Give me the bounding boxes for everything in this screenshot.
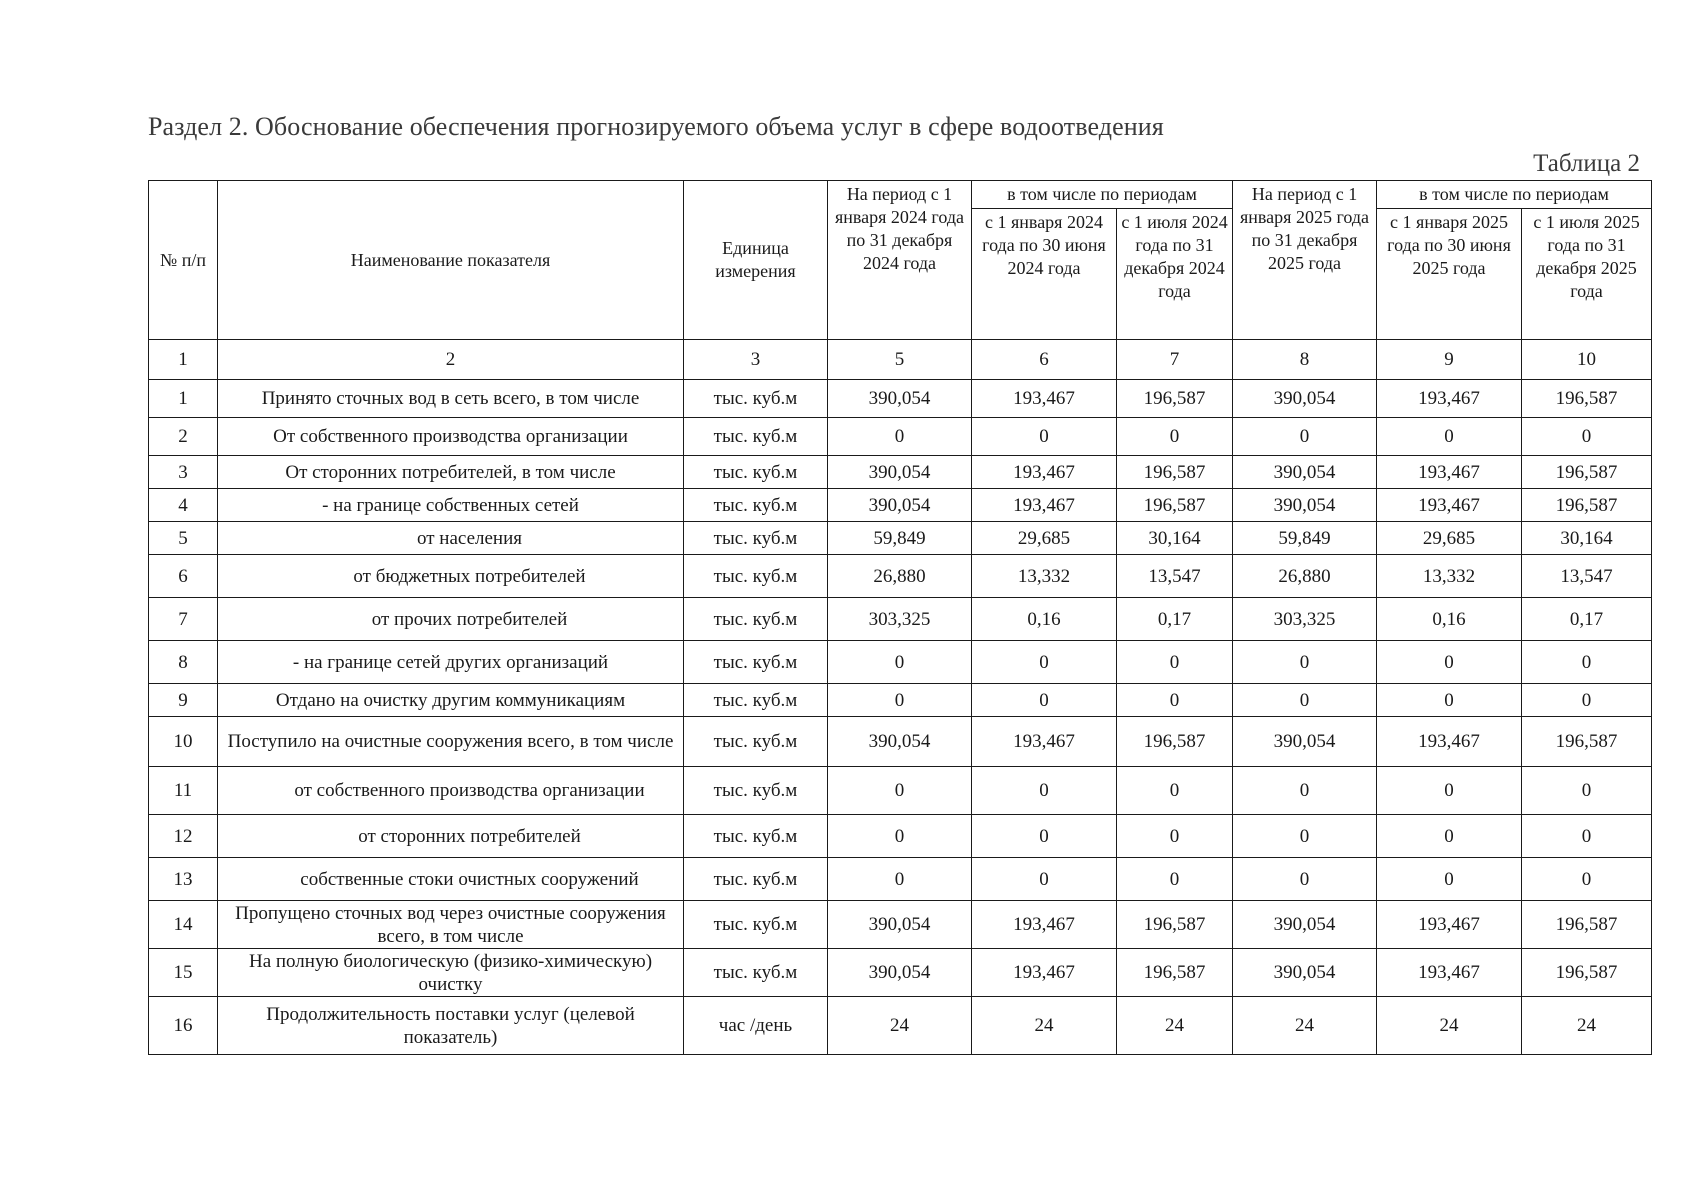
value-cell: 0 <box>1233 858 1377 901</box>
value-cell: 13,332 <box>1377 555 1522 598</box>
unit-cell: тыс. куб.м <box>684 815 828 858</box>
table-row <box>149 717 1652 767</box>
value-cell: 390,054 <box>1233 717 1377 767</box>
col-number: 2 <box>218 340 684 380</box>
row-number: 3 <box>149 456 218 489</box>
value-cell: 196,587 <box>1117 717 1233 767</box>
value-cell: 196,587 <box>1117 901 1233 949</box>
value-cell: 0 <box>1233 641 1377 684</box>
value-cell: 0 <box>972 858 1117 901</box>
value-cell: 24 <box>1233 997 1377 1055</box>
value-cell: 0 <box>1117 815 1233 858</box>
col-number: 10 <box>1522 340 1652 380</box>
indicator-name: Пропущено сточных вод через очистные сооружения всего, в том числе <box>218 901 684 949</box>
indicator-name: от сторонних потребителей <box>218 815 684 858</box>
table-row <box>149 641 1652 684</box>
unit-cell: тыс. куб.м <box>684 717 828 767</box>
indicator-name: от прочих потребителей <box>218 598 684 641</box>
value-cell: 0 <box>1377 767 1522 815</box>
indicator-name: от собственного производства организации <box>218 767 684 815</box>
value-cell: 0 <box>828 418 972 456</box>
value-cell: 0 <box>1377 418 1522 456</box>
value-cell: 0 <box>972 418 1117 456</box>
unit-cell: тыс. куб.м <box>684 380 828 418</box>
row-number: 7 <box>149 598 218 641</box>
value-cell: 196,587 <box>1522 489 1652 522</box>
value-cell: 0 <box>1233 815 1377 858</box>
value-cell: 0 <box>1233 684 1377 717</box>
indicator-name: Принято сточных вод в сеть всего, в том числе <box>218 380 684 418</box>
table-row <box>149 522 1652 555</box>
value-cell: 303,325 <box>1233 598 1377 641</box>
value-cell: 0 <box>1233 767 1377 815</box>
header-period-2025: На период с 1 января 2025 года по 31 декабря 2025 года <box>1233 181 1377 340</box>
value-cell: 0,16 <box>972 598 1117 641</box>
header-h2-2024: с 1 июля 2024 года по 31 декабря 2024 года <box>1117 209 1233 340</box>
indicator-name: от бюджетных потребителей <box>218 555 684 598</box>
value-cell: 390,054 <box>1233 489 1377 522</box>
header-unit: Единица измерения <box>684 181 828 340</box>
unit-cell: тыс. куб.м <box>684 418 828 456</box>
value-cell: 390,054 <box>828 949 972 997</box>
unit-cell: тыс. куб.м <box>684 456 828 489</box>
value-cell: 0 <box>1522 858 1652 901</box>
table-row <box>149 380 1652 418</box>
value-cell: 193,467 <box>1377 949 1522 997</box>
value-cell: 193,467 <box>1377 380 1522 418</box>
value-cell: 193,467 <box>972 380 1117 418</box>
row-number: 2 <box>149 418 218 456</box>
value-cell: 390,054 <box>828 489 972 522</box>
row-number: 14 <box>149 901 218 949</box>
col-number: 6 <box>972 340 1117 380</box>
row-number: 1 <box>149 380 218 418</box>
unit-cell: тыс. куб.м <box>684 555 828 598</box>
indicator-name: от населения <box>218 522 684 555</box>
value-cell: 29,685 <box>1377 522 1522 555</box>
value-cell: 0 <box>828 858 972 901</box>
header-name: Наименование показателя <box>218 181 684 340</box>
header-h2-2025: с 1 июля 2025 года по 31 декабря 2025 года <box>1522 209 1652 340</box>
value-cell: 196,587 <box>1522 456 1652 489</box>
value-cell: 390,054 <box>1233 456 1377 489</box>
unit-cell: тыс. куб.м <box>684 858 828 901</box>
row-number: 10 <box>149 717 218 767</box>
indicator-name: собственные стоки очистных сооружений <box>218 858 684 901</box>
table-row <box>149 598 1652 641</box>
unit-cell: тыс. куб.м <box>684 901 828 949</box>
value-cell: 390,054 <box>828 717 972 767</box>
col-number: 3 <box>684 340 828 380</box>
value-cell: 390,054 <box>828 456 972 489</box>
value-cell: 13,547 <box>1522 555 1652 598</box>
value-cell: 196,587 <box>1117 456 1233 489</box>
indicator-name: - на границе сетей других организаций <box>218 641 684 684</box>
value-cell: 0 <box>828 815 972 858</box>
value-cell: 193,467 <box>1377 456 1522 489</box>
value-cell: 0 <box>1377 858 1522 901</box>
header-incl-2024: в том числе по периодам <box>972 181 1233 209</box>
value-cell: 193,467 <box>1377 901 1522 949</box>
value-cell: 0 <box>1117 858 1233 901</box>
value-cell: 193,467 <box>972 456 1117 489</box>
value-cell: 0 <box>1522 641 1652 684</box>
row-number: 15 <box>149 949 218 997</box>
unit-cell: час /день <box>684 997 828 1055</box>
data-table <box>148 180 1652 1055</box>
table-row <box>149 456 1652 489</box>
value-cell: 0 <box>1522 418 1652 456</box>
table-row <box>149 555 1652 598</box>
value-cell: 26,880 <box>1233 555 1377 598</box>
indicator-name: От сторонних потребителей, в том числе <box>218 456 684 489</box>
value-cell: 390,054 <box>1233 949 1377 997</box>
header-h1-2024: с 1 января 2024 года по 30 июня 2024 года <box>972 209 1117 340</box>
table-row <box>149 489 1652 522</box>
table-row <box>149 997 1652 1055</box>
value-cell: 0 <box>972 641 1117 684</box>
unit-cell: тыс. куб.м <box>684 598 828 641</box>
value-cell: 0,17 <box>1522 598 1652 641</box>
unit-cell: тыс. куб.м <box>684 489 828 522</box>
value-cell: 0 <box>1117 418 1233 456</box>
value-cell: 196,587 <box>1117 380 1233 418</box>
col-number: 5 <box>828 340 972 380</box>
value-cell: 0 <box>972 815 1117 858</box>
value-cell: 196,587 <box>1522 717 1652 767</box>
unit-cell: тыс. куб.м <box>684 684 828 717</box>
value-cell: 390,054 <box>828 901 972 949</box>
value-cell: 0 <box>972 767 1117 815</box>
value-cell: 193,467 <box>1377 717 1522 767</box>
row-number: 11 <box>149 767 218 815</box>
value-cell: 196,587 <box>1522 380 1652 418</box>
row-number: 12 <box>149 815 218 858</box>
value-cell: 390,054 <box>1233 380 1377 418</box>
table-row <box>149 901 1652 949</box>
value-cell: 0 <box>1117 684 1233 717</box>
value-cell: 26,880 <box>828 555 972 598</box>
table-row <box>149 949 1652 997</box>
value-cell: 24 <box>1117 997 1233 1055</box>
value-cell: 30,164 <box>1117 522 1233 555</box>
unit-cell: тыс. куб.м <box>684 949 828 997</box>
value-cell: 59,849 <box>1233 522 1377 555</box>
value-cell: 13,547 <box>1117 555 1233 598</box>
value-cell: 0 <box>1377 641 1522 684</box>
row-number: 4 <box>149 489 218 522</box>
unit-cell: тыс. куб.м <box>684 522 828 555</box>
value-cell: 196,587 <box>1522 901 1652 949</box>
header-row-1 <box>149 181 1652 209</box>
value-cell: 13,332 <box>972 555 1117 598</box>
unit-cell: тыс. куб.м <box>684 641 828 684</box>
value-cell: 193,467 <box>972 717 1117 767</box>
value-cell: 0 <box>1117 767 1233 815</box>
value-cell: 196,587 <box>1522 949 1652 997</box>
value-cell: 390,054 <box>828 380 972 418</box>
value-cell: 0,16 <box>1377 598 1522 641</box>
row-number: 6 <box>149 555 218 598</box>
value-cell: 193,467 <box>972 901 1117 949</box>
value-cell: 24 <box>828 997 972 1055</box>
table-label: Таблица 2 <box>1533 150 1640 177</box>
value-cell: 29,685 <box>972 522 1117 555</box>
value-cell: 0 <box>828 684 972 717</box>
table-row <box>149 418 1652 456</box>
row-number: 16 <box>149 997 218 1055</box>
col-number: 8 <box>1233 340 1377 380</box>
row-number: 5 <box>149 522 218 555</box>
value-cell: 0,17 <box>1117 598 1233 641</box>
value-cell: 0 <box>1233 418 1377 456</box>
col-number: 7 <box>1117 340 1233 380</box>
value-cell: 0 <box>828 767 972 815</box>
value-cell: 0 <box>828 641 972 684</box>
row-number: 13 <box>149 858 218 901</box>
value-cell: 24 <box>1522 997 1652 1055</box>
unit-cell: тыс. куб.м <box>684 767 828 815</box>
header-incl-2025: в том числе по периодам <box>1377 181 1652 209</box>
row-number: 9 <box>149 684 218 717</box>
value-cell: 59,849 <box>828 522 972 555</box>
value-cell: 193,467 <box>972 949 1117 997</box>
row-number: 8 <box>149 641 218 684</box>
value-cell: 24 <box>1377 997 1522 1055</box>
indicator-name: Отдано на очистку другим коммуникациям <box>218 684 684 717</box>
indicator-name: Продолжительность поставки услуг (целевой показатель) <box>218 997 684 1055</box>
header-num: № п/п <box>149 181 218 340</box>
indicator-name: От собственного производства организации <box>218 418 684 456</box>
value-cell: 196,587 <box>1117 489 1233 522</box>
value-cell: 303,325 <box>828 598 972 641</box>
indicator-name: На полную биологическую (физико-химическую) очистку <box>218 949 684 997</box>
value-cell: 0 <box>1377 684 1522 717</box>
value-cell: 0 <box>972 684 1117 717</box>
value-cell: 0 <box>1522 767 1652 815</box>
value-cell: 24 <box>972 997 1117 1055</box>
value-cell: 0 <box>1117 641 1233 684</box>
column-number-row <box>149 340 1652 380</box>
value-cell: 193,467 <box>1377 489 1522 522</box>
indicator-name: Поступило на очистные сооружения всего, в том числе <box>218 717 684 767</box>
table-row <box>149 684 1652 717</box>
value-cell: 0 <box>1522 684 1652 717</box>
header-period-2024: На период с 1 января 2024 года по 31 декабря 2024 года <box>828 181 972 340</box>
value-cell: 390,054 <box>1233 901 1377 949</box>
col-number: 9 <box>1377 340 1522 380</box>
table-row <box>149 815 1652 858</box>
indicator-name: - на границе собственных сетей <box>218 489 684 522</box>
value-cell: 193,467 <box>972 489 1117 522</box>
header-h1-2025: с 1 января 2025 года по 30 июня 2025 года <box>1377 209 1522 340</box>
col-number: 1 <box>149 340 218 380</box>
page-title: Раздел 2. Обоснование обеспечения прогнозируемого объема услуг в сфере водоотведения <box>148 112 1164 141</box>
value-cell: 30,164 <box>1522 522 1652 555</box>
value-cell: 0 <box>1377 815 1522 858</box>
table-body <box>149 380 1652 1055</box>
table-row <box>149 767 1652 815</box>
table-row <box>149 858 1652 901</box>
value-cell: 196,587 <box>1117 949 1233 997</box>
value-cell: 0 <box>1522 815 1652 858</box>
